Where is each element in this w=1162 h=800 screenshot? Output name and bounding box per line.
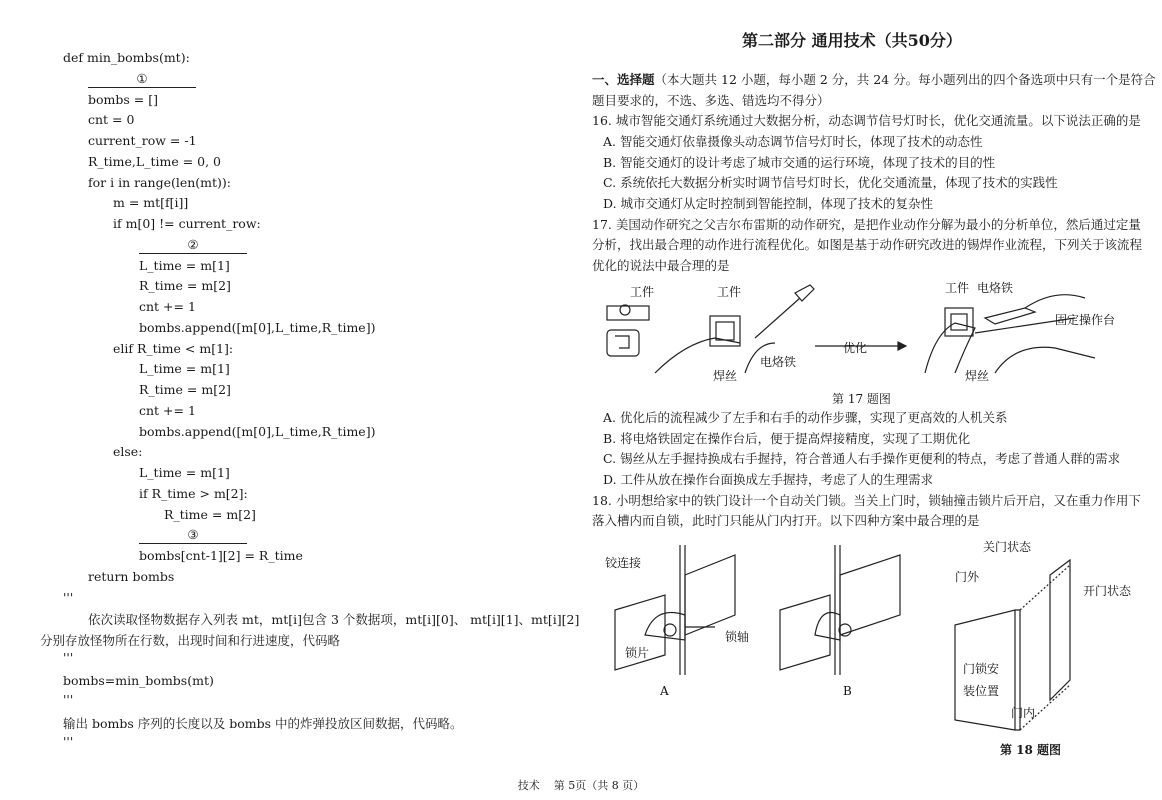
label-workpiece-2: 工件	[717, 285, 742, 299]
figure-17-caption: 第 17 题图	[832, 392, 891, 406]
paragraph: 输出 bombs 序列的长度以及 bombs 中的炸弹投放区间数据，代码略。	[63, 716, 463, 731]
code-line: m = mt[f[i]]	[113, 195, 189, 211]
answer-blank: ②	[139, 237, 247, 254]
code-line: cnt += 1	[139, 402, 196, 418]
figure-18-caption: 第 18 题图	[1000, 743, 1062, 757]
label-solder-wire-2: 焊丝	[965, 369, 990, 383]
section-desc: （本大题共 12 小题，每小题 2 分，共 24 分。每小题列出的四个备选项中只有一个是符合	[654, 72, 1156, 87]
code-line: L_time = m[1]	[139, 465, 230, 480]
footer-page-number: 第 5页（共 8 页）	[553, 779, 645, 792]
section-head: 一、选择题	[592, 72, 655, 87]
question-18: 18. 小明想给家中的铁门设计一个自动关门锁。当关上门时，锁轴撞击锁片后开启，又在重力作用下	[592, 493, 1141, 508]
option-17b: B. 将电烙铁固定在操作台后，便于提高焊接精度，实现了工期优化	[603, 431, 971, 446]
section-heading	[592, 70, 1156, 88]
code-line: R_time = m[2]	[164, 506, 256, 522]
code-line: if m[0] != current_row:	[113, 216, 261, 231]
code-block	[63, 48, 375, 608]
question-17: 优化的说法中最合理的是	[592, 258, 730, 273]
label-inside: 门内	[1011, 706, 1036, 720]
label-iron-2: 电烙铁	[977, 281, 1014, 295]
code-line: for i in range(len(mt)):	[88, 174, 232, 190]
label-lock-shaft: 锁轴	[725, 630, 750, 644]
code-line: if R_time > m[2]:	[139, 485, 248, 501]
label-outside: 门外	[955, 570, 980, 584]
label-workpiece-3: 工件	[945, 281, 970, 295]
label-closed-state: 关门状态	[983, 540, 1032, 554]
code-line: cnt += 1	[139, 299, 196, 314]
code-blank-line	[63, 69, 375, 90]
section-desc-2: 题目要求的，不选、多选、错选均不得分）	[592, 93, 830, 108]
answer-blank: ③	[139, 527, 247, 544]
option-16c: C. 系统依托大数据分析实时调节信号灯时长，优化交通流量，体现了技术的实践性	[603, 175, 1058, 190]
quote-marks: '''	[63, 734, 74, 749]
code-line: R_time = m[2]	[139, 382, 231, 397]
option-16b: B. 智能交通灯的设计考虑了城市交通的运行环境，体现了技术的目的性	[603, 155, 996, 170]
quote-marks: '''	[63, 692, 74, 707]
code-line: R_time,L_time = 0, 0	[88, 153, 222, 169]
code-line: def min_bombs(mt):	[63, 50, 190, 65]
option-17a: A. 优化后的流程减少了左手和右手的动作步骤，实现了更高效的人机关系	[603, 410, 1008, 425]
code-line: bombs=min_bombs(mt)	[63, 673, 214, 688]
footer-subject: 技术	[517, 779, 540, 792]
paragraph: 分别存放怪物所在行数，出现时间和行进速度，代码略	[40, 633, 341, 648]
label-b: B	[843, 684, 852, 698]
label-open-state: 开门状态	[1083, 584, 1132, 598]
label-lock-position-2: 装位置	[963, 684, 1000, 698]
option-17c: C. 锡丝从左手握持换成右手握持，符合普通人右手操作更便利的特点，考虑了普通人群的需求	[603, 451, 1121, 466]
code-line: elif R_time < m[1]:	[113, 340, 234, 356]
code-line: bombs = []	[88, 91, 158, 107]
code-line: bombs.append([m[0],L_time,R_time])	[139, 423, 376, 439]
label-a: A	[660, 684, 669, 698]
label-hinge: 铰连接	[605, 556, 642, 570]
question-17: 分析，找出最合理的动作进行流程优化。如图是基于动作研究改进的锡焊作业流程，下列关于该流程	[592, 237, 1143, 252]
page-footer	[0, 777, 1162, 793]
option-16d: D. 城市交通灯从定时控制到智能控制，体现了技术的复杂性	[603, 196, 934, 211]
code-blank-line	[63, 525, 375, 546]
code-line: return bombs	[88, 568, 175, 584]
section-title: 第二部分 通用技术（共50分）	[742, 31, 962, 50]
question-17: 17. 美国动作研究之父吉尔布雷斯的动作研究，是把作业动作分解为最小的分析单位，然后通过定量	[592, 217, 1141, 232]
code-line: bombs.append([m[0],L_time,R_time])	[139, 319, 376, 335]
code-line: current_row = -1	[88, 133, 197, 148]
answer-blank: ①	[88, 71, 196, 88]
figure-18	[595, 535, 1150, 735]
label-workpiece: 工件	[630, 285, 655, 299]
question-18: 落入槽内而自锁，此时门只能从门内打开。以下四种方案中最合理的是	[592, 513, 980, 528]
label-fixed-table: 固定操作台	[1055, 313, 1116, 327]
option-16a: A. 智能交通灯依靠摄像头动态调节信号灯时长，体现了技术的动态性	[603, 134, 983, 149]
paragraph: 依次读取怪物数据存入列表 mt，mt[i]包含 3 个数据项，mt[i][0]、 mt[i][1]、mt[i][2]	[88, 612, 580, 627]
quote-marks: '''	[63, 650, 74, 665]
code-line: R_time = m[2]	[139, 278, 231, 294]
code-line: else:	[113, 444, 143, 460]
code-line: L_time = m[1]	[139, 257, 230, 273]
label-lock-position: 门锁安	[963, 662, 1000, 676]
code-blank-line	[63, 235, 375, 256]
label-solder-wire: 焊丝	[713, 369, 738, 383]
code-line: bombs[cnt-1][2] = R_time	[139, 548, 303, 563]
code-line: L_time = m[1]	[139, 361, 230, 377]
option-17d: D. 工件从放在操作台面换成左手握持，考虑了人的生理需求	[603, 472, 934, 487]
label-iron: 电烙铁	[760, 355, 797, 369]
figure-17	[595, 278, 1150, 388]
question-16: 16. 城市智能交通灯系统通过大数据分析，动态调节信号灯时长，优化交通流量。以下说法正确的是	[592, 113, 1141, 128]
label-optimize: 优化	[843, 341, 868, 355]
code-line: '''	[63, 589, 74, 605]
label-lock-plate: 锁片	[625, 646, 650, 660]
code-line: cnt = 0	[88, 112, 135, 128]
